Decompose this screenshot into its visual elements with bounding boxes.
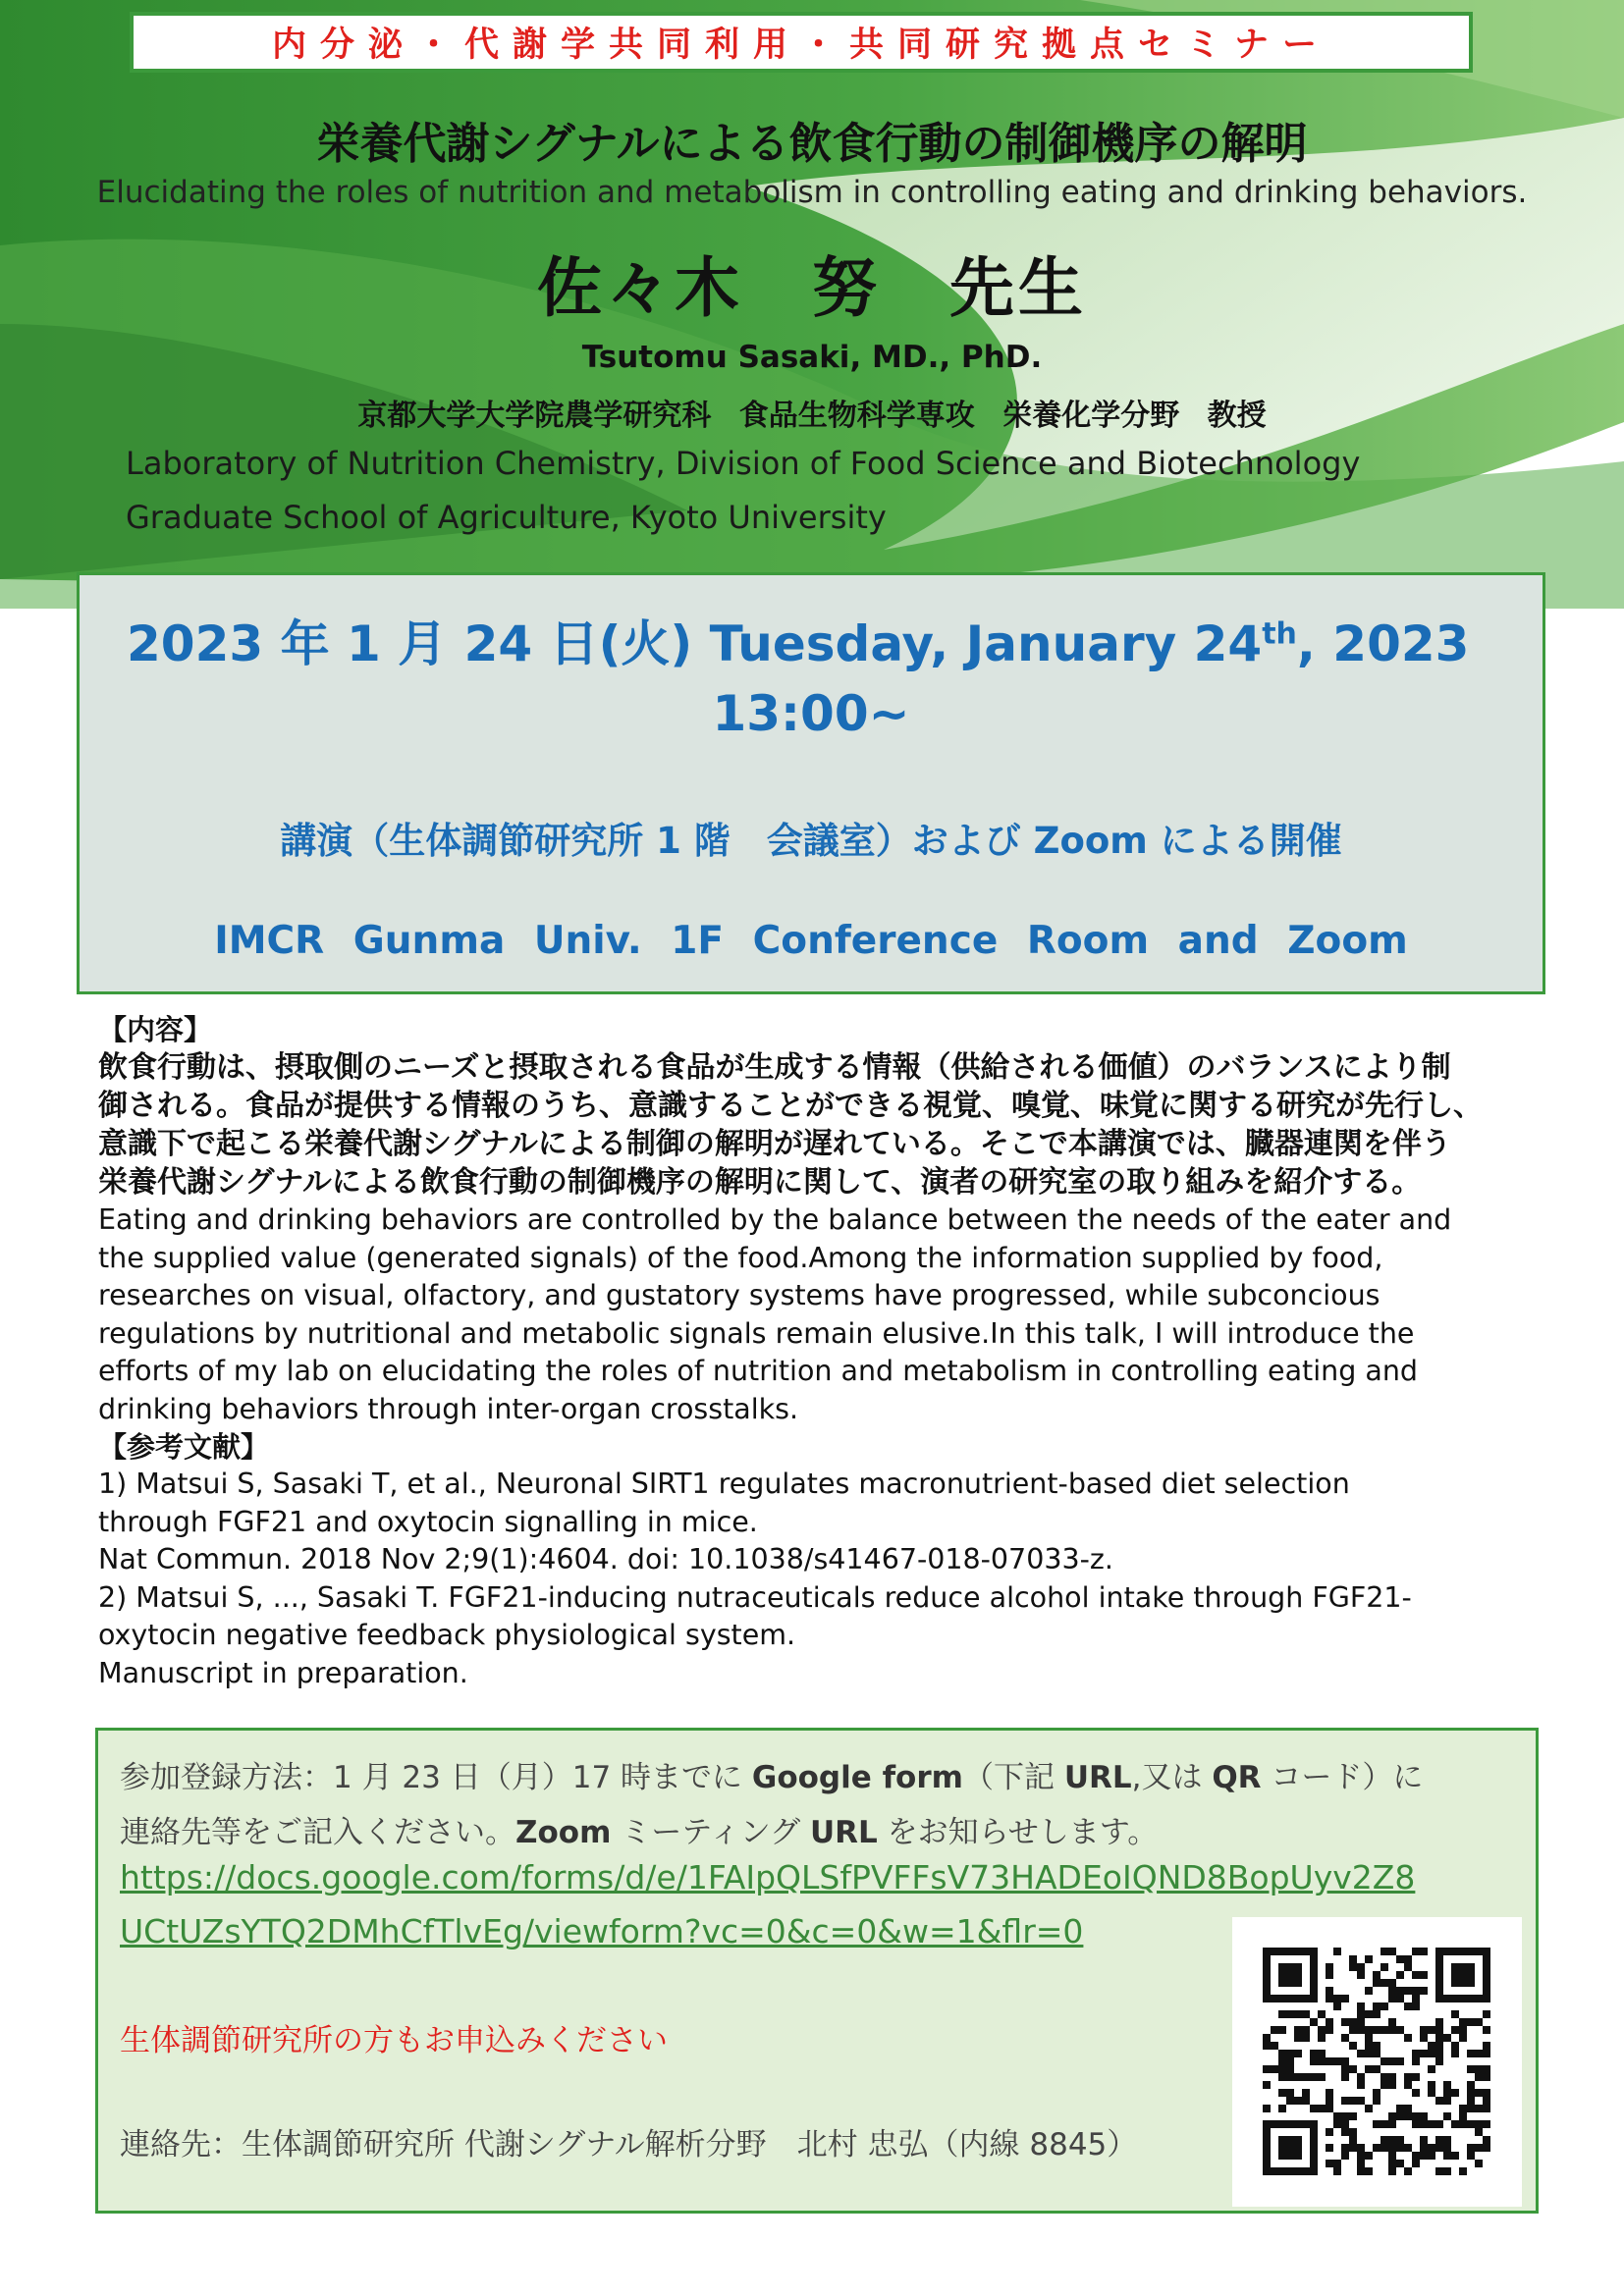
abstract-en-line: regulations by nutritional and metabolic signals remain elusive.In this talk, I will introduce the: [98, 1316, 1415, 1350]
event-time: 13:00~: [712, 685, 910, 742]
qr-code-graphic: [1232, 1917, 1522, 2207]
reference-line: oxytocin negative feedback physiological system.: [98, 1619, 796, 1651]
reg-text-bold: Google form: [751, 1760, 963, 1795]
event-date-superscript: th: [1262, 616, 1297, 652]
event-date-year: , 2023: [1296, 615, 1470, 672]
references-heading: 【参考文献】: [98, 1430, 270, 1464]
abstract-japanese: [98, 1048, 1542, 1201]
abstract-english: [98, 1201, 1542, 1428]
abstract-en-line: Eating and drinking behaviors are controlled by the balance between the needs of the eater and: [98, 1203, 1452, 1236]
registration-note: 生体調節研究所の方もお申込みください: [120, 2023, 668, 2058]
event-date: [127, 605, 1469, 675]
qr-code-icon[interactable]: [1232, 1917, 1522, 2207]
title-english: Elucidating the roles of nutrition and metabolism in controlling eating and drinking behaviors.: [96, 175, 1528, 210]
registration-form-link[interactable]: https://docs.google.com/forms/d/e/1FAIpQLSfPVFFsV73HADEoIQND8BopUyv2Z8: [120, 1858, 1416, 1896]
reference-line: 2) Matsui S, ..., Sasaki T. FGF21-inducing nutraceuticals reduce alcohol intake through FGF21-: [98, 1580, 1412, 1614]
reference-line: Manuscript in preparation.: [98, 1656, 468, 1689]
speaker-name-japanese: 佐々木 努 先生: [537, 250, 1087, 326]
title-japanese: 栄養代謝シグナルによる飲食行動の制御機序の解明: [316, 119, 1308, 169]
reg-text: をお知らせします。: [877, 1815, 1159, 1850]
reference-line: 1) Matsui S, Sasaki T, et al., Neuronal SIRT1 regulates macronutrient-based diet selection: [98, 1468, 1350, 1500]
registration-instructions-line1: [120, 1752, 1423, 1796]
reg-text-bold: URL: [1063, 1760, 1132, 1795]
reg-text-bold: Zoom: [515, 1815, 612, 1850]
abstract-en-line: the supplied value (generated signals) of the food.Among the information supplied by food,: [98, 1241, 1383, 1274]
abstract-jp-line: 飲食行動は、摂取側のニーズと摂取される食品が生成する情報（供給される価値）のバランスにより制: [98, 1050, 1451, 1085]
reg-text-bold: URL: [809, 1815, 878, 1850]
reg-text: ミーティング: [611, 1815, 810, 1850]
event-info-box: [77, 572, 1545, 994]
event-venue-english: IMCR Gunma Univ. 1F Conference Room and Zoom: [214, 919, 1408, 963]
reference-line: through FGF21 and oxytocin signalling in mice.: [98, 1505, 758, 1538]
registration-box: [95, 1728, 1539, 2214]
contact-info: 連絡先：生体調節研究所 代謝シグナル解析分野 北村 忠弘（内線 8845）: [120, 2127, 1138, 2163]
content-heading: 【内容】: [98, 1013, 213, 1046]
abstract-en-line: drinking behaviors through inter-organ crosstalks.: [98, 1392, 799, 1425]
abstract-jp-line: 意識下で起こる栄養代謝シグナルによる制御の解明が遅れている。そこで本講演では、臓器連関を伴う: [98, 1127, 1451, 1161]
speaker-affiliation-english-line2: Graduate School of Agriculture, Kyoto University: [126, 499, 887, 536]
registration-form-link-continued[interactable]: UCtUZsYTQ2DMhCfTlvEg/viewform?vc=0&c=0&w=1&flr=0: [120, 1912, 1084, 1950]
reg-text: （下記: [962, 1760, 1064, 1795]
reg-text: 参加登録方法：1 月 23 日（月）17 時までに: [120, 1760, 752, 1795]
reference-line: Nat Commun. 2018 Nov 2;9(1):4604. doi: 10.1038/s41467-018-07033-z.: [98, 1543, 1113, 1575]
event-date-main: 2023 年 1 月 24 日(火) Tuesday, January 24: [127, 615, 1263, 672]
reg-text: コード）に: [1261, 1760, 1424, 1795]
reg-text-bold: QR: [1212, 1760, 1262, 1795]
speaker-affiliation-english-line1: Laboratory of Nutrition Chemistry, Division of Food Science and Biotechnology: [126, 445, 1361, 482]
abstract-en-line: researches on visual, olfactory, and gustatory systems have progressed, while subconcious: [98, 1279, 1380, 1311]
speaker-name-english: Tsutomu Sasaki, MD., PhD.: [581, 340, 1043, 375]
seminar-banner: [130, 12, 1473, 73]
speaker-affiliation-japanese: 京都大学大学院農学研究科 食品生物科学専攻 栄養化学分野 教授: [357, 399, 1267, 433]
registration-instructions-line2: [120, 1807, 1158, 1851]
content-section: [98, 1011, 1542, 1692]
event-venue-japanese: 講演（生体調節研究所 1 階 会議室）および Zoom による開催: [280, 820, 1342, 862]
seminar-banner-text: 内分泌・代謝学共同利用・共同研究拠点セミナー: [271, 26, 1330, 65]
references-list: [98, 1466, 1542, 1692]
reg-text: ,又は: [1131, 1760, 1213, 1795]
abstract-jp-line: 栄養代謝シグナルによる飲食行動の制御機序の解明に関して、演者の研究室の取り組みを紹介する。: [98, 1165, 1422, 1200]
abstract-jp-line: 御される。食品が提供する情報のうち、意識することができる視覚、嗅覚、味覚に関する研究が先行し、: [98, 1089, 1483, 1123]
abstract-en-line: efforts of my lab on elucidating the roles of nutrition and metabolism in controlling eating and: [98, 1355, 1418, 1387]
reg-text: 連絡先等をご記入ください。: [120, 1815, 515, 1850]
